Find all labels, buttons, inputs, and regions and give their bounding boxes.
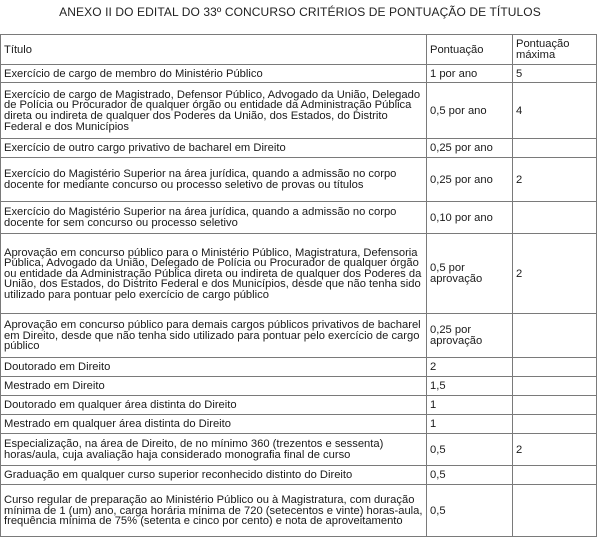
cell-pontuacao: 1 por ano [427,65,513,83]
table-row [1,158,597,202]
table-row [1,234,597,314]
cell-maxima: 2 [513,234,597,314]
cell-pontuacao: 0,5 [427,485,513,537]
cell-titulo: Especialização, na área de Direito, de no mínimo 360 (trezentos e sessenta) horas/aula, cuja avaliação haja considerado monografia final de curso [1,434,427,466]
cell-titulo: Aprovação em concurso público para o Ministério Público, Magistratura, Defensoria Pública, Advogado da União, Delegado de Polícia ou Procurador de qualquer órgão ou entidade da Administração Pública direta ou indireta de qualquer dos Poderes da União, dos Estados, do Distrito Federal e dos Municípios, desde que não tenha sido utilizado para pontuar pelo exercício de cargo público [1,234,427,314]
cell-pontuacao: 1 [427,415,513,434]
cell-titulo: Aprovação em concurso público para demais cargos públicos privativos de bacharel em Direito, desde que não tenha sido utilizado para pontuar pelo exercício de cargo público [1,314,427,358]
table-row [1,83,597,139]
table-row [1,396,597,415]
cell-titulo: Exercício de cargo de Magistrado, Defensor Público, Advogado da União, Delegado de Polícia ou Procurador de qualquer órgão ou entidade da Administração Pública direta ou indireta de qualquer dos Poderes da União, dos Estados, do Distrito Federal e dos Municípios [1,83,427,139]
table-header-row [1,35,597,65]
table-row [1,314,597,358]
cell-pontuacao: 0,25 por ano [427,139,513,158]
cell-maxima [513,415,597,434]
cell-titulo: Exercício de outro cargo privativo de bacharel em Direito [1,139,427,158]
cell-maxima [513,314,597,358]
table-row [1,65,597,83]
cell-pontuacao: 0,10 por ano [427,202,513,234]
cell-titulo: Exercício do Magistério Superior na área jurídica, quando a admissão no corpo docente for mediante concurso ou processo seletivo de provas ou títulos [1,158,427,202]
cell-maxima [513,485,597,537]
criteria-table [0,34,597,537]
cell-maxima: 2 [513,434,597,466]
cell-pontuacao: 1 [427,396,513,415]
cell-titulo: Mestrado em Direito [1,377,427,396]
cell-pontuacao: 2 [427,358,513,377]
cell-titulo: Exercício do Magistério Superior na área jurídica, quando a admissão no corpo docente for sem concurso ou processo seletivo [1,202,427,234]
cell-titulo: Graduação em qualquer curso superior reconhecido distinto do Direito [1,466,427,485]
cell-pontuacao: 0,5 por aprovação [427,234,513,314]
cell-maxima [513,202,597,234]
cell-titulo: Mestrado em qualquer área distinta do Direito [1,415,427,434]
cell-pontuacao: 0,25 por aprovação [427,314,513,358]
cell-maxima [513,396,597,415]
cell-titulo: Exercício de cargo de membro do Ministério Público [1,65,427,83]
cell-maxima [513,139,597,158]
cell-maxima: 4 [513,83,597,139]
cell-maxima: 2 [513,158,597,202]
table-row [1,415,597,434]
cell-pontuacao: 1,5 [427,377,513,396]
table-row [1,139,597,158]
cell-titulo: Curso regular de preparação ao Ministério Público ou à Magistratura, com duração mínima de 1 (um) ano, carga horária mínima de 720 (setecentos e vinte) horas-aula, frequência mínima de 75% (setenta e cinco por cento) e nota de aproveitamento [1,485,427,537]
cell-maxima [513,466,597,485]
cell-maxima: 5 [513,65,597,83]
cell-pontuacao: 0,5 [427,466,513,485]
table-row [1,358,597,377]
header-titulo: Título [1,35,427,65]
cell-pontuacao: 0,5 [427,434,513,466]
document-title: ANEXO II DO EDITAL DO 33º CONCURSO CRITÉRIOS DE PONTUAÇÃO DE TÍTULOS [59,5,541,19]
table-row [1,485,597,537]
cell-titulo: Doutorado em qualquer área distinta do Direito [1,396,427,415]
cell-pontuacao: 0,25 por ano [427,158,513,202]
cell-pontuacao: 0,5 por ano [427,83,513,139]
table-row [1,202,597,234]
cell-maxima [513,377,597,396]
cell-titulo: Doutorado em Direito [1,358,427,377]
cell-maxima [513,358,597,377]
header-pontuacao: Pontuação [427,35,513,65]
table-row [1,377,597,396]
table-row [1,466,597,485]
header-pontuacao-maxima: Pontuação máxima [513,35,597,65]
table-row [1,434,597,466]
